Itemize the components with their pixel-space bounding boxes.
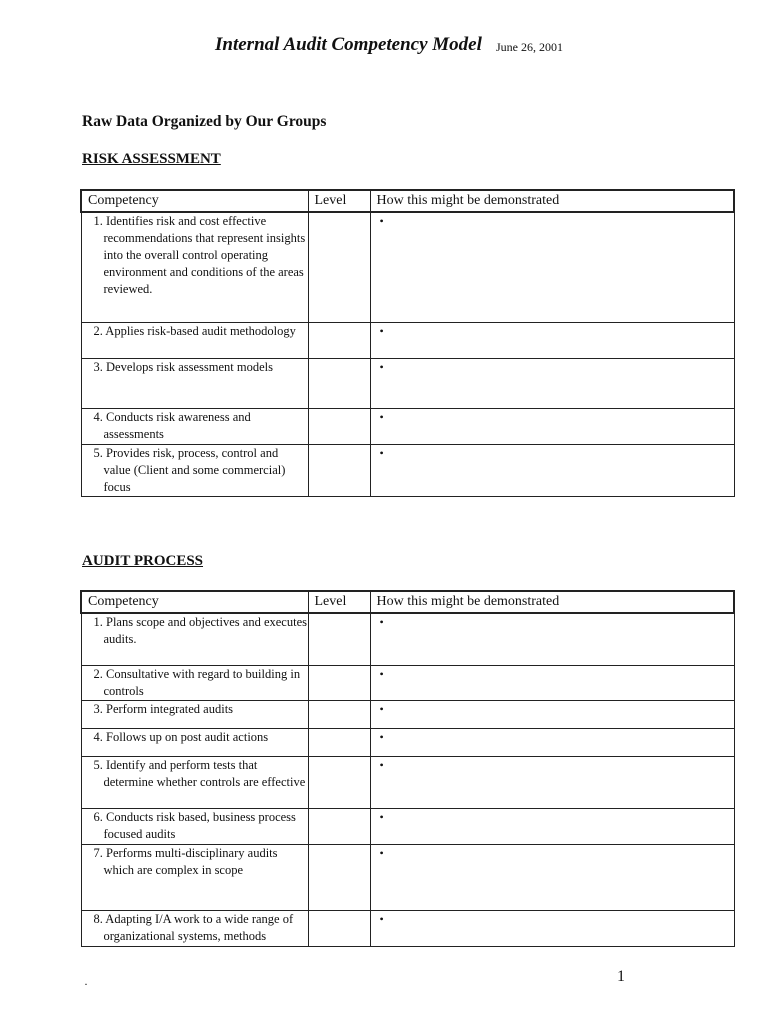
competency-cell	[81, 756, 308, 808]
demonstrated-cell	[370, 700, 734, 728]
risk-assessment-table	[80, 189, 735, 497]
bullet-point: •	[379, 845, 384, 860]
column-header-competency: Competency	[81, 591, 308, 613]
competency-cell	[81, 808, 308, 844]
demonstrated-cell	[370, 613, 734, 665]
competency-cell	[81, 700, 308, 728]
demonstrated-cell	[370, 322, 734, 358]
bullet-point: •	[379, 409, 384, 424]
competency-cell	[81, 444, 308, 496]
section-title-audit-process: AUDIT PROCESS	[82, 553, 204, 569]
level-cell	[308, 212, 370, 322]
level-cell	[308, 756, 370, 808]
competency-text: 5. Identify and perform tests that determine whether controls are effective	[93, 757, 306, 789]
demonstrated-cell	[370, 728, 734, 756]
demonstrated-cell	[370, 808, 734, 844]
table-row	[81, 700, 734, 728]
level-cell	[308, 910, 370, 946]
level-cell	[308, 408, 370, 444]
competency-text: 6. Conducts risk based, business process focused audits	[93, 809, 296, 841]
competency-cell	[81, 728, 308, 756]
bullet-point: •	[379, 214, 384, 228]
demonstrated-cell	[370, 212, 734, 322]
table-header-row	[81, 190, 734, 212]
competency-text: 7. Performs multi-disciplinary audits which are complex in scope	[93, 845, 278, 877]
table-row	[81, 322, 734, 358]
competency-text: 4. Conducts risk awareness and assessments	[93, 409, 251, 441]
bullet-point: •	[379, 911, 384, 926]
competency-text: 2. Consultative with regard to building in controls	[93, 666, 301, 698]
bullet-point: •	[379, 729, 384, 744]
table-row	[81, 408, 734, 444]
competency-cell	[81, 910, 308, 946]
audit-process-table	[80, 590, 735, 947]
bullet-point: •	[379, 701, 384, 716]
column-header-demonstrated: How this might be demonstrated	[370, 591, 734, 613]
table-header-row	[81, 591, 734, 613]
table-row	[81, 808, 734, 844]
competency-text: 2. Applies risk-based audit methodology	[93, 323, 296, 338]
level-cell	[308, 844, 370, 910]
document-date: June 26, 2001	[496, 40, 563, 54]
bullet-point: •	[379, 323, 384, 338]
competency-text: 3. Perform integrated audits	[93, 701, 234, 716]
competency-text: 1. Plans scope and objectives and executes audits.	[93, 615, 307, 646]
level-cell	[308, 728, 370, 756]
competency-text: 8. Adapting I/A work to a wide range of organizational systems, methods	[93, 911, 294, 943]
level-cell	[308, 444, 370, 496]
competency-text: 5. Provides risk, process, control and value (Client and some commercial) focus	[93, 445, 286, 494]
competency-text: 3. Develops risk assessment models	[93, 359, 273, 374]
table-row	[81, 665, 734, 700]
table-row	[81, 910, 734, 946]
bullet-point: •	[379, 359, 384, 374]
bullet-point: •	[379, 445, 384, 460]
demonstrated-cell	[370, 665, 734, 700]
page-number: 1	[617, 968, 625, 985]
column-header-competency: Competency	[81, 190, 308, 212]
table-row	[81, 613, 734, 665]
competency-cell	[81, 358, 308, 408]
bullet-point: •	[379, 666, 384, 681]
column-header-level: Level	[308, 591, 370, 613]
bullet-point: •	[379, 809, 384, 824]
table-row	[81, 844, 734, 910]
level-cell	[308, 808, 370, 844]
competency-cell	[81, 322, 308, 358]
demonstrated-cell	[370, 844, 734, 910]
table-row	[81, 756, 734, 808]
bullet-point: •	[379, 757, 384, 772]
demonstrated-cell	[370, 444, 734, 496]
level-cell	[308, 613, 370, 665]
demonstrated-cell	[370, 910, 734, 946]
demonstrated-cell	[370, 358, 734, 408]
level-cell	[308, 322, 370, 358]
competency-cell	[81, 665, 308, 700]
bullet-point: •	[379, 615, 384, 629]
table-row	[81, 358, 734, 408]
level-cell	[308, 358, 370, 408]
level-cell	[308, 700, 370, 728]
competency-cell	[81, 212, 308, 322]
column-header-level: Level	[308, 190, 370, 212]
scan-speck: ·	[84, 977, 88, 991]
level-cell	[308, 665, 370, 700]
document-title: Internal Audit Competency Model	[215, 34, 482, 55]
demonstrated-cell	[370, 408, 734, 444]
table-row	[81, 212, 734, 322]
table-row	[81, 728, 734, 756]
table-row	[81, 444, 734, 496]
section-title-risk-assessment: RISK ASSESSMENT	[82, 151, 221, 167]
demonstrated-cell	[370, 756, 734, 808]
competency-cell	[81, 844, 308, 910]
competency-text: 4. Follows up on post audit actions	[93, 729, 269, 744]
competency-text: 1. Identifies risk and cost effective recommendations that represent insights into the overall control operating environment and conditions of the areas reviewed.	[93, 214, 306, 296]
competency-cell	[81, 408, 308, 444]
subheading: Raw Data Organized by Our Groups	[82, 113, 327, 130]
column-header-demonstrated: How this might be demonstrated	[370, 190, 734, 212]
competency-cell	[81, 613, 308, 665]
